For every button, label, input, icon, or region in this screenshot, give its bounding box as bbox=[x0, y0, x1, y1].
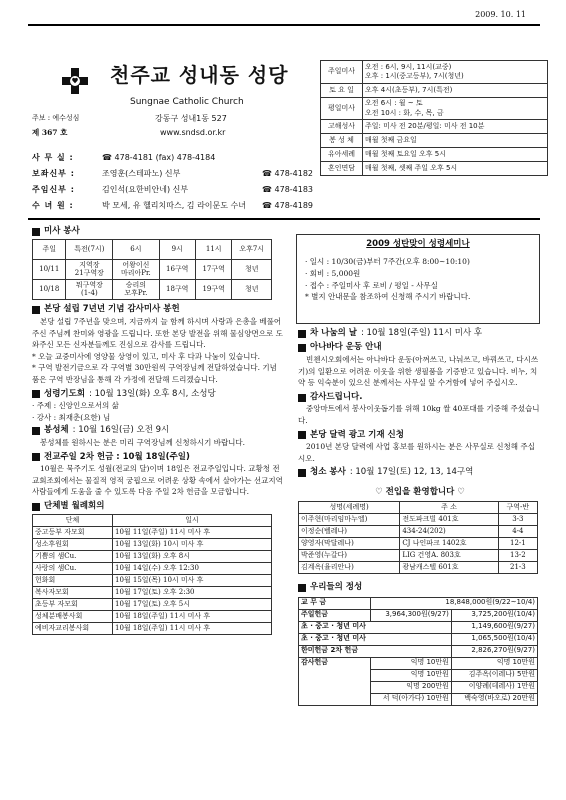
section-heading: 단체별 월례회의 bbox=[32, 501, 284, 512]
section-heading: 미사 봉사 bbox=[32, 226, 284, 237]
mass-servers-table: 주일 특전(7시) 6시 9시 11시 오후7시 10/11 지역장 21구역장 어왕이신 마리아Pr. 16구역 17구역 청년 10/18 뭐구역장 (1-4) 승리의 모후Pr. 18구역 19구역 청년 bbox=[32, 239, 272, 300]
church-subtitle: Sungnae Catholic Church bbox=[130, 97, 244, 107]
header-divider bbox=[28, 218, 540, 220]
meetings-table: 단체 일시 중고등부 자모회 10월 11일(주일) 11시 미사 후 성소후원회 10월 13일(화) 10시 미사 후 기쁨의 샘Cu. 10월 13일(화) 오후 8시 사랑의 샘Cu. 10월 14일(수) 오후 12:30 헌화회 10월 15일(목) 10시 미사 후 복사자모회 10월 17일(토) 오후 2:30 초등부 자모회 10월 17일(토) 오후 5시 성체분배봉사회 10월 18일(주일) 11시 미사 후 예비자교리봉사회 10월 18일(주일) 11시 미사 후 bbox=[32, 514, 272, 635]
staff-row: 주임신부 : 김인석(요한비안네) 신부 ☎ 478-4183 bbox=[32, 184, 314, 194]
newcomers-table: 성명(세례명) 주 소 구역-반 이주현(마리임마누엘) 전도파크빌 401호 3-3 이정순(벨레나) 434-24(202) 4-4 양영자(막달레나) CJ 나인파크 1402호 12-1 박준영(누갈다) LIG 건영A. 803호 13-2 김계옥(율리안나) 광남캐스텔 601호 21-3 bbox=[298, 501, 538, 574]
section-heading: 본당 설립 7년년 기념 감사미사 봉헌 bbox=[32, 304, 284, 315]
church-cross-icon bbox=[60, 66, 90, 96]
offerings-table: 교 무 금 18,848,000원(9/22~10/4) 주일헌금 3,964,300원(9/27) 3,725,200원(10/4) 초 · 중고 · 청년 미사 1,149,600원(9/27) 초 · 중고 · 청년 미사 1,065,500원(10/4) 한미헌금 2차 헌금 2,826,270원(9/27) 감사헌금 익명 10만원 익명 10만원 익명 10만원 김주옥(이레나) 5만원 익명 200만원 이양례(데레사) 1만원 서 덕(아가다) 10만원 백숙영(바오로) 20만원 bbox=[298, 597, 538, 706]
section-heading: 아나바다 운동 안내 bbox=[298, 342, 542, 353]
patron-label: 주보 : 예수성심 bbox=[32, 114, 80, 122]
mass-schedule-table: 주일미사 오전 : 6시, 9시, 11시(교중) 오후 : 1시(중고등부), 7시(청년) 토 요 일 오후 4시(초등부), 7시(특전) 평일미사 오전 6시 : 월 ~ 토 오전 10시 : 화, 수, 목, 금 고해성사 주일: 미사 전 20분/평일: 미사 전 10분 봉 성 체 매월 첫째 금요일 유아세례 매월 첫째 토요일 오후 5시 혼인면담 매월 첫째, 셋째 주일 오후 5시 bbox=[320, 60, 548, 176]
church-title: 천주교 성내동 성당 bbox=[110, 63, 289, 87]
issue-number: 제 367 호 bbox=[32, 128, 68, 137]
bulletin-date: 2009. 10. 11 bbox=[475, 10, 526, 19]
top-divider bbox=[28, 24, 540, 26]
right-column: 차 나눔의 날 : 10월 18일(주일) 11시 미사 후 아나바다 운동 안내 빈첸시오회에서는 아나바다 운동(아껴쓰고, 나눠쓰고, 바꿔쓰고, 다시쓰기)의 일환으로 어려운 이웃을 위한 생필품을 기증받고 있습니다. 비누, 치약 등 익숙분이 있으신 분께서는 사무실 앞 수거함에 넣어 주십시오. 감사드립니다. 중앙마트에서 봉사이웃돕기를 위해 10kg 쌀 40포대를 기증해 주셨습니다. 본당 달력 광고 기재 신청 2010년 본당 달력에 사업 홍보를 원하시는 분은 사무실로 신청해 주십시오. 청소 봉사 : 10월 17일(토) 12, 13, 14구역 ♡ 전입을 환영합니다 ♡ 성명(세례명) 주 소 구역-반 이주현(마리임마누엘) 전도파크빌 401호 3-3 이정순(벨레나) 434-24(202) 4-4 양영자(막달레나) CJ 나인파크 1402호 12-1 박준영(누갈다) LIG 건영A. 803호 13-2 김계옥(율리안나) 광남캐스텔 601호 21-3 우리들의 정성 교 무 금 18,848,000원(9/22~10/4) 주일헌금 3,964,300원(9/27) 3,725,200원(10/4) 초 · 중고 · 청년 미사 1,149,600원(9/27) 초 · 중고 · 청년 미사 1,065,500원(10/4) 한미헌금 2차 헌금 2,826,270원(9/27) 감사헌금 익명 10만원 익명 10만원 익명 10만원 김주옥(이레나) 5만원 익명 200만원 이양례(데레사) 1만원 서 덕(아가다) 10만원 백숙영(바오로) 20만원 bbox=[298, 328, 542, 706]
staff-row: 사 무 실 : ☎ 478-4181 (fax) 478-4184 bbox=[32, 152, 216, 162]
section-heading: 전교주일 2차 헌금 : 10월 18일(주일) bbox=[32, 452, 284, 463]
staff-list bbox=[32, 150, 332, 214]
seminar-box: 2009 성탄맞이 성령세미나 · 일시 : 10/30(금)부터 7주간(오후 8:00~10:10) · 회비 : 5,000원 · 접수 : 주일미사 후 로비 / 평일 - 사무실 * 별지 안내문을 참조하여 신청해 주시기 바랍니다. bbox=[296, 234, 540, 324]
section-heading: 본당 달력 광고 기재 신청 bbox=[298, 430, 542, 441]
section-heading: 봉성체 : 10월 16일(금) 오전 9시 bbox=[32, 425, 284, 436]
website-link[interactable]: www.sndsd.or.kr bbox=[160, 128, 226, 137]
section-heading: 차 나눔의 날 : 10월 18일(주일) 11시 미사 후 bbox=[298, 328, 542, 339]
newcomers-heading: ♡ 전입을 환영합니다 ♡ bbox=[375, 486, 465, 497]
section-heading: 청소 봉사 : 10월 17일(토) 12, 13, 14구역 bbox=[298, 467, 542, 478]
section-heading: 성령기도회 : 10월 13일(화) 오후 8시, 소성당 bbox=[32, 389, 284, 400]
staff-row: 보좌신부 : 조영훈(스테파노) 신부 ☎ 478-4182 bbox=[32, 168, 314, 178]
section-heading: 우리들의 정성 bbox=[298, 582, 542, 593]
left-column: 미사 봉사 주일 특전(7시) 6시 9시 11시 오후7시 10/11 지역장 21구역장 어왕이신 마리아Pr. 16구역 17구역 청년 10/18 뭐구역장 (1-4) 승리의 모후Pr. 18구역 19구역 청년 본당 설립 7년년 기념 감사미사 봉헌 본당 설립 7주년을 맞으며, 지금까지 늘 함께 하시며 사랑과 은총을 베풀어주신 주님께 찬미와 영광을 드립니다. 또한 본당 발전을 위해 물심양면으로 도와주신 모든 신자분들께도 진심으로 감사를 드립니다. * 오늘 교중미사에 영양물 상영이 있고, 미사 후 다과 나눔이 있습니다. * 구역 발전기금으로 각 구역별 30만원씩 구역장님께 전달하였습니다. 기념품은 구역 반장님을 통해 각 가정에 전달해 드리겠습니다. 성령기도회 : 10월 13일(화) 오후 8시, 소성당 · 주제 : 신앙인으로서의 삶 · 강사 : 최재춘(요한) 님 봉성체 : 10월 16일(금) 오전 9시 봉성체를 원하시는 분은 미리 구역장님께 신청하시기 바랍니다. 전교주일 2차 헌금 : 10월 18일(주일) 10월은 묵주기도 성월(전교의 달)이며 18일은 전교주일입니다. 교황청 전교회조회에서는 물질적 영적 궁핍으로 어려운 상황 속에서 살아가는 선교지역 사람들에게 도움을 줄 수 있도록 다음 주일 2차 헌금을 모금합니다. 단체별 월례회의 단체 일시 중고등부 자모회 10월 11일(주일) 11시 미사 후 성소후원회 10월 13일(화) 10시 미사 후 기쁨의 샘Cu. 10월 13일(화) 오후 8시 사랑의 샘Cu. 10월 14일(수) 오후 12:30 헌화회 10월 15일(목) 10시 미사 후 복사자모회 10월 17일(토) 오후 2:30 초등부 자모회 10월 17일(토) 오후 5시 성체분배봉사회 10월 18일(주일) 11시 미사 후 예비자교리봉사회 10월 18일(주일) 11시 미사 후 bbox=[32, 226, 284, 635]
section-heading: 감사드립니다. bbox=[298, 392, 542, 403]
staff-row: 수 녀 원 : 박 모세, 유 헬리치따스, 김 라이문도 수녀 ☎ 478-4189 bbox=[32, 200, 314, 210]
church-address: 강동구 성내1동 527 bbox=[155, 114, 227, 123]
